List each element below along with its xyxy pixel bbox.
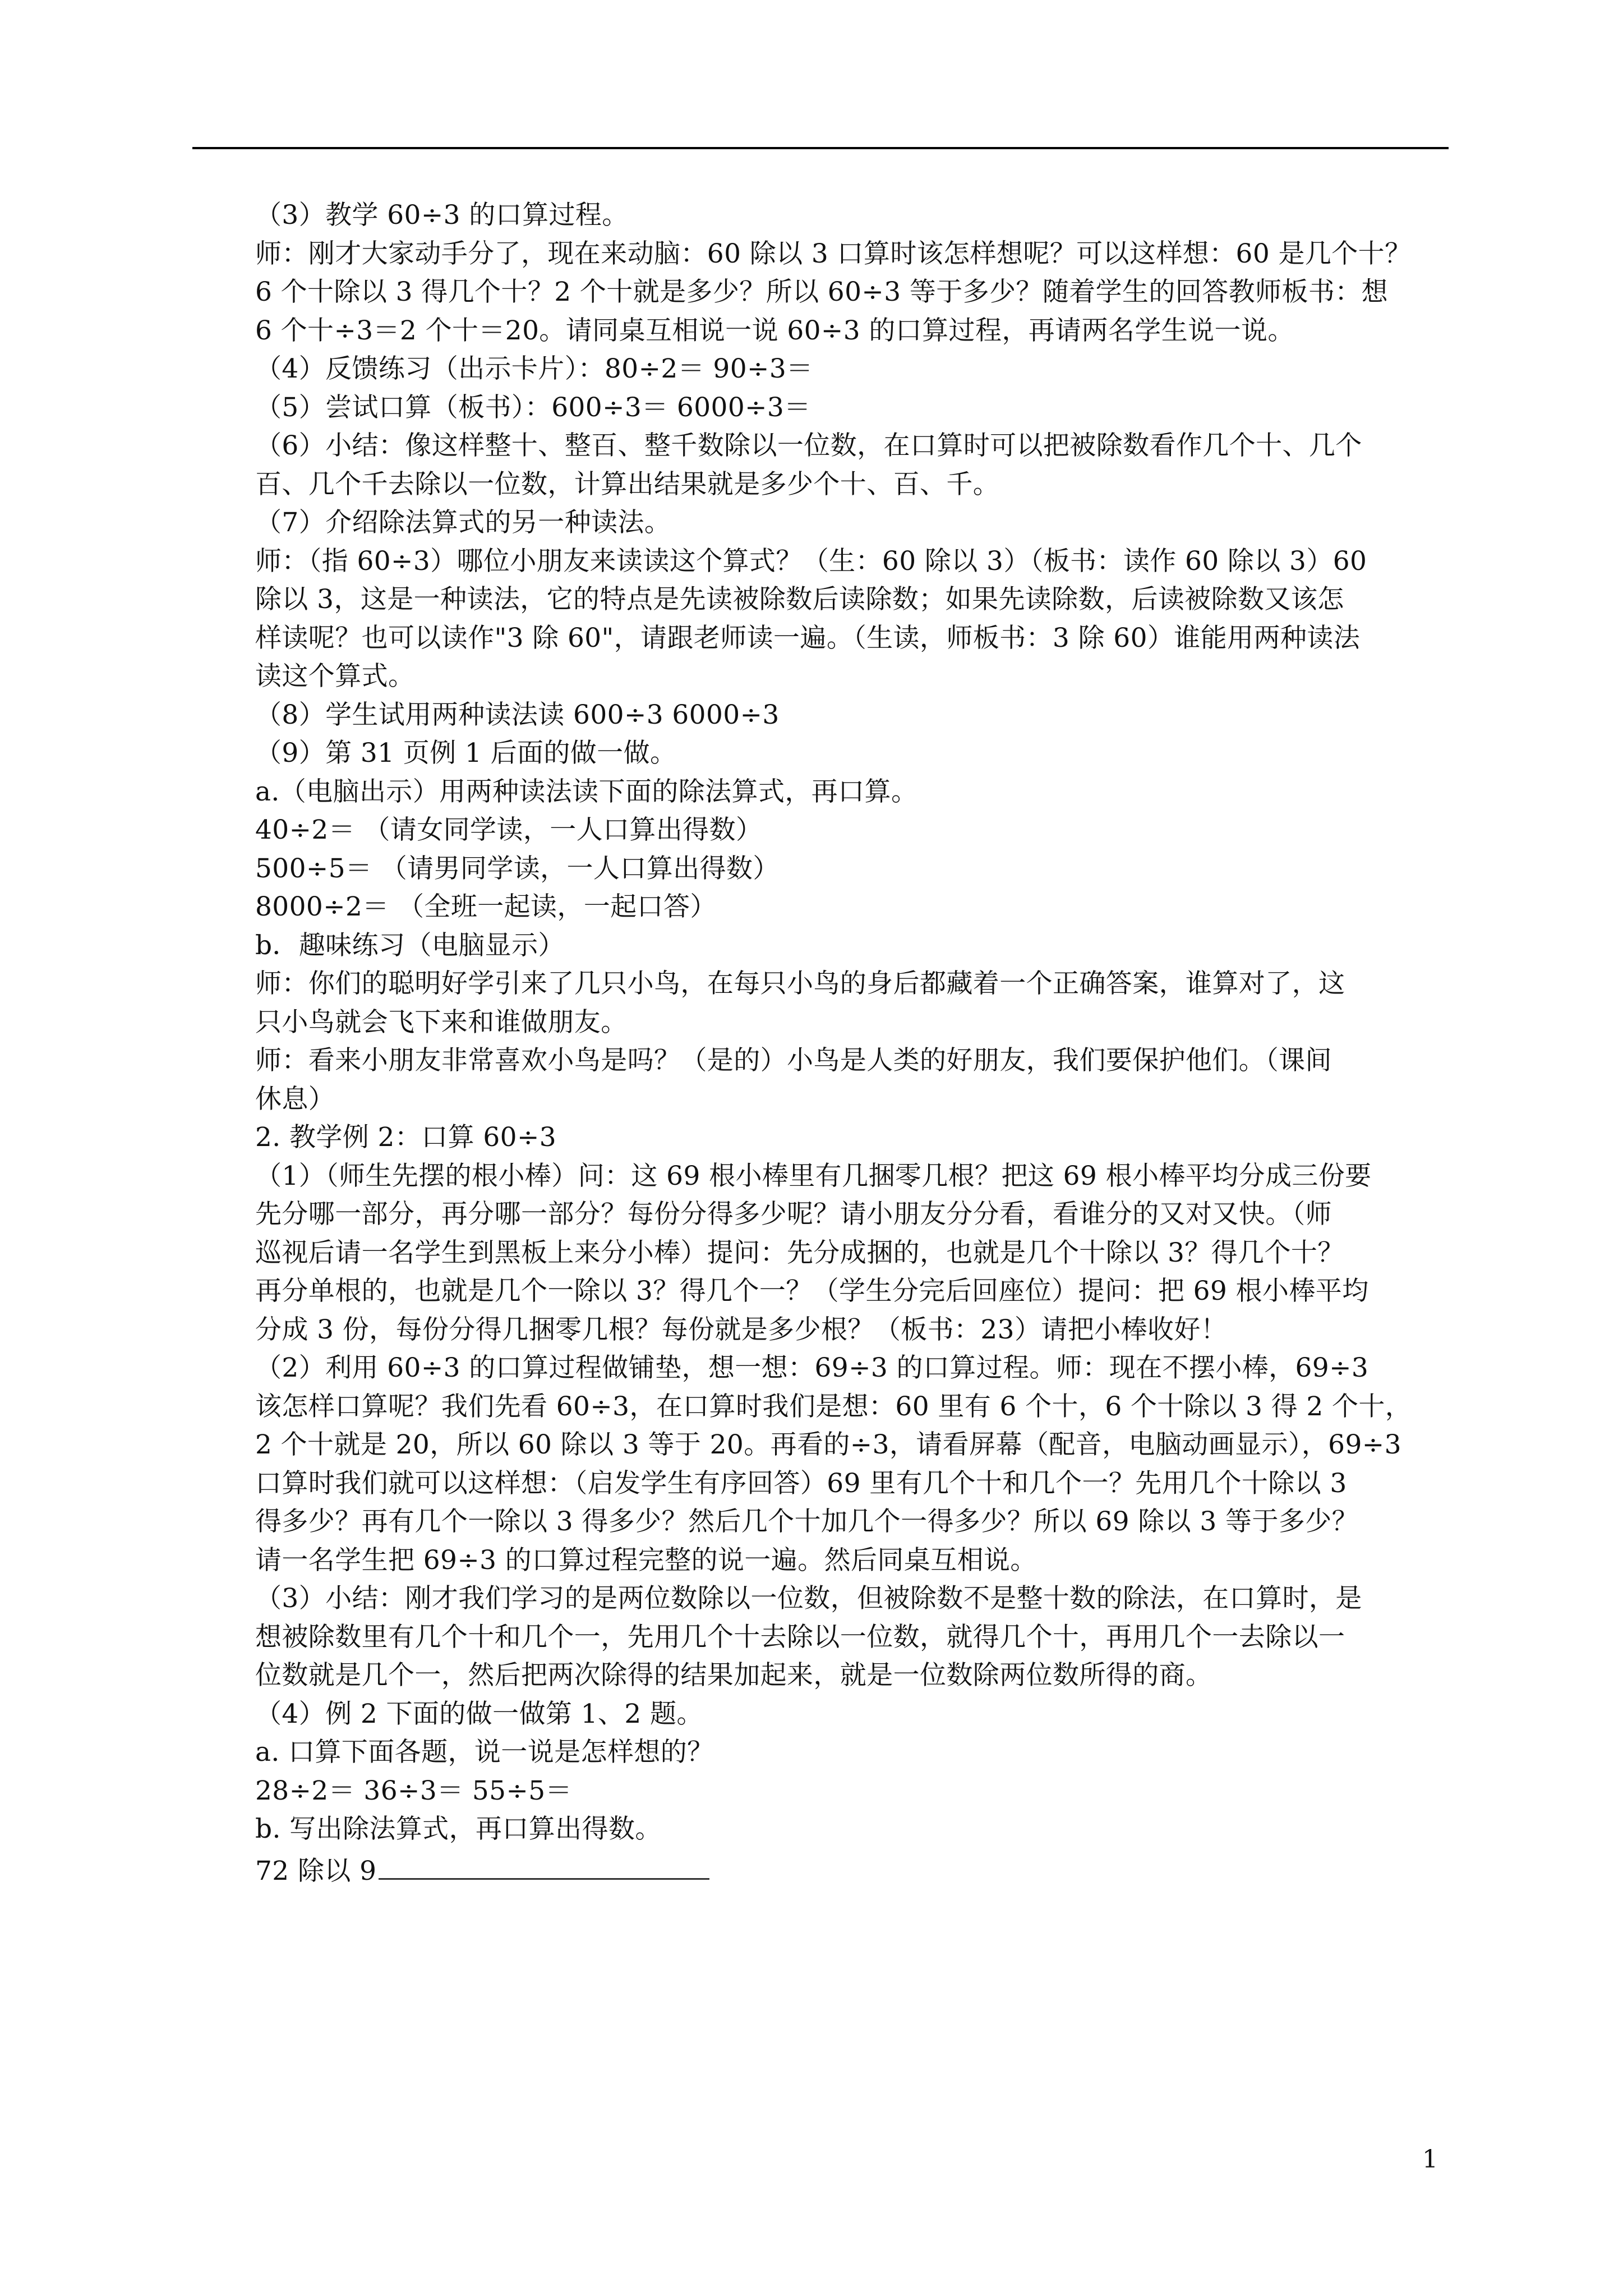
- text-line: （2）利用 60÷3 的口算过程做铺垫，想一想：69÷3 的口算过程。师：现在不摆小棒，69÷3: [255, 1352, 1369, 1383]
- text-line: （7）介绍除法算式的另一种读法。: [255, 507, 671, 538]
- text-line: （4）反馈练习（出示卡片）：80÷2＝ 90÷3＝: [255, 353, 813, 384]
- text-line: 分成 3 份，每份分得几捆零几根？每份就是多少根？（板书：23）请把小棒收好！: [255, 1314, 1228, 1345]
- text-line: 只小鸟就会飞下来和谁做朋友。: [255, 1006, 628, 1038]
- text-line: 巡视后请一名学生到黑板上来分小棒）提问：先分成捆的，也就是几个十除以 3？得几个十？: [255, 1237, 1344, 1268]
- text-line: b．趣味练习（电脑显示）: [255, 930, 565, 961]
- text-line: （1）（师生先摆的根小棒）问：这 69 根小棒里有几捆零几根？把这 69 根小棒平均分成三份要: [255, 1160, 1372, 1191]
- text-line: 72 除以 9: [255, 1855, 377, 1887]
- document-body: [255, 196, 1453, 1887]
- text-line: 想被除数里有几个十和几个一，先用几个十去除以一位数，就得几个十，再用几个一去除以一: [255, 1621, 1345, 1653]
- text-line: 师：看来小朋友非常喜欢小鸟是吗？（是的）小鸟是人类的好朋友，我们要保护他们。（课间: [255, 1045, 1332, 1076]
- text-line: 40÷2＝ （请女同学读，一人口算出得数）: [255, 815, 763, 845]
- text-line: （4）例 2 下面的做一做第 1、2 题。: [255, 1698, 703, 1729]
- answer-blank: [379, 1849, 709, 1880]
- text-line: 位数就是几个一，然后把两次除得的结果加起来，就是一位数除两位数所得的商。: [255, 1660, 1212, 1691]
- page-number: 1: [1422, 2145, 1438, 2174]
- text-line: 再分单根的，也就是几个一除以 3？得几个一？（学生分完后回座位）提问：把 69 根小棒平均: [255, 1276, 1369, 1306]
- text-line: 师：你们的聪明好学引来了几只小鸟，在每只小鸟的身后都藏着一个正确答案，谁算对了，这: [255, 968, 1345, 999]
- text-line: 28÷2＝ 36÷3＝ 55÷5＝: [255, 1775, 572, 1806]
- text-line: （3）教学 60÷3 的口算过程。: [255, 200, 629, 231]
- text-line: 500÷5＝ （请男同学读，一人口算出得数）: [255, 853, 780, 884]
- text-line: 6 个十÷3＝2 个十＝20。请同桌互相说一说 60÷3 的口算过程，再请两名学生说一说。: [255, 315, 1294, 346]
- text-line: 得多少？再有几个一除以 3 得多少？然后几个十加几个一得多少？所以 69 除以 3 等于多少？: [255, 1506, 1359, 1537]
- text-line: （6）小结：像这样整十、整百、整千数除以一位数，在口算时可以把被除数看作几个十、几个: [255, 430, 1362, 461]
- text-line: 师：刚才大家动手分了，现在来动脑：60 除以 3 口算时该怎样想呢？可以这样想：60 是几个十？: [255, 238, 1412, 269]
- text-line: （5）尝试口算（板书）：600÷3＝ 6000÷3＝: [255, 392, 811, 423]
- text-line: a.（电脑出示）用两种读法读下面的除法算式，再口算。: [255, 776, 918, 807]
- text-line: 口算时我们就可以这样想：（启发学生有序回答）69 里有几个十和几个一？先用几个十除以 3: [255, 1467, 1347, 1499]
- text-line: 6 个十除以 3 得几个十？2 个十就是多少？所以 60÷3 等于多少？随着学生的回答教师板书：想: [255, 277, 1389, 307]
- text-line: （8）学生试用两种读法读 600÷3 6000÷3: [255, 699, 780, 730]
- text-line: （3）小结：刚才我们学习的是两位数除以一位数，但被除数不是整十数的除法，在口算时，是: [255, 1583, 1362, 1614]
- text-line: 2. 教学例 2：口算 60÷3: [255, 1122, 557, 1153]
- text-line: 样读呢？也可以读作"3 除 60"，请跟老师读一遍。（生读，师板书：3 除 60）谁能用两种读法: [255, 622, 1361, 654]
- text-line: 师：（指 60÷3）哪位小朋友来读读这个算式？（生：60 除以 3）（板书：读作 60 除以 3）60: [255, 545, 1367, 577]
- text-line: a. 口算下面各题，说一说是怎样想的？: [255, 1737, 714, 1768]
- text-line: 8000÷2＝ （全班一起读，一起口答）: [255, 891, 717, 922]
- text-line: （9）第 31 页例 1 后面的做一做。: [255, 738, 677, 769]
- text-line: b. 写出除法算式，再口算出得数。: [255, 1814, 662, 1844]
- text-line: 除以 3，这是一种读法，它的特点是先读被除数后读除数；如果先读除数，后读被除数又该怎: [255, 584, 1344, 615]
- text-line: 请一名学生把 69÷3 的口算过程完整的说一遍。然后同桌互相说。: [255, 1544, 1037, 1576]
- text-line: 该怎样口算呢？我们先看 60÷3，在口算时我们是想：60 里有 6 个十，6 个十除以 3 得 2 个十，: [255, 1391, 1412, 1422]
- text-line: 百、几个千去除以一位数，计算出结果就是多少个十、百、千。: [255, 468, 1000, 500]
- text-line: 先分哪一部分，再分哪一部分？每份分得多少呢？请小朋友分分看，看谁分的又对又快。（师: [255, 1199, 1332, 1230]
- text-line: 休息）: [255, 1083, 335, 1115]
- answer-line: [255, 1849, 1453, 1888]
- text-line: 读这个算式。: [255, 661, 415, 692]
- header-rule: [192, 147, 1449, 149]
- text-line: 2 个十就是 20，所以 60 除以 3 等于 20。再看的÷3，请看屏幕（配音，电脑动画显示），69÷3: [255, 1429, 1401, 1460]
